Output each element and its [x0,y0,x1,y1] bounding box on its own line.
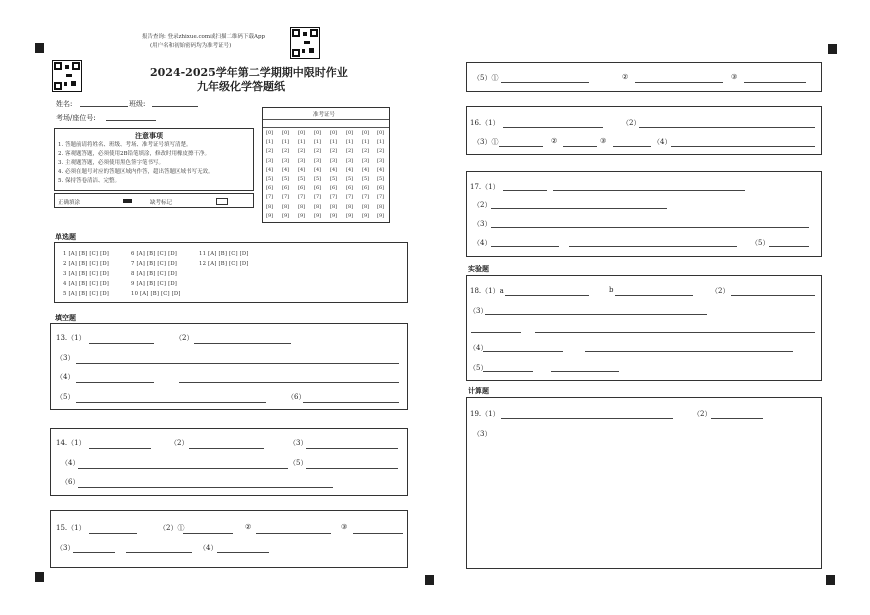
name-field[interactable] [80,106,128,107]
part-label: （2） [622,119,641,127]
answer-blank[interactable] [711,418,763,419]
answer-blank[interactable] [503,190,547,191]
answer-blank[interactable] [569,246,737,247]
page-subtitle: 九年级化学答题纸 [197,80,285,93]
mc-question[interactable]: 2 [A] [B] [C] [D] [63,261,110,267]
part-label: （4） [199,544,218,552]
notes-box [54,128,254,191]
q19-work-area[interactable] [471,440,817,564]
notes-item: 1. 答题前请将姓名、班级、考场、准考证号填写清楚。 [58,142,192,148]
mc-question[interactable]: 12 [A] [B] [C] [D] [199,261,249,267]
answer-blank[interactable] [613,146,651,147]
part-label: （5） [56,393,75,401]
mc-question[interactable]: 7 [A] [B] [C] [D] [131,261,178,267]
part-label: （2） [170,439,189,447]
part-label: ③ [341,523,348,531]
part-label: ② [551,137,558,145]
q19-label: 19.（1） [470,410,500,418]
q17-box [466,171,822,257]
part-label: （2） [693,410,712,418]
answer-blank[interactable] [731,295,815,296]
page-title: 2024-2025学年第二学期期中限时作业 [150,66,348,79]
class-field[interactable] [152,106,198,107]
part-label: （3） [56,354,75,362]
answer-blank[interactable] [503,127,603,128]
answer-blank[interactable] [89,533,137,534]
answer-blank[interactable] [353,533,403,534]
fill-heading: 填空题 [55,313,76,322]
alignment-mark [826,575,835,585]
q18-label: 18.（1）a [470,287,504,295]
report-notice-sub: (用户名和初始密码均为准考证号) [150,43,232,49]
q14-box [50,428,408,496]
answer-blank[interactable] [306,468,398,469]
answer-blank[interactable] [585,351,793,352]
answer-blank[interactable] [194,343,291,344]
answer-blank[interactable] [563,146,597,147]
part-label: （5） [289,459,308,467]
class-label: 班级: [129,100,146,108]
q16-box [466,106,822,155]
part-label: （3） [56,544,75,552]
q17-label: 17.（1） [470,183,500,191]
mc-heading: 单选题 [55,232,76,241]
part-label: （4） [473,239,492,247]
answer-blank[interactable] [217,552,269,553]
answer-blank[interactable] [491,227,809,228]
answer-blank[interactable] [483,371,533,372]
answer-blank[interactable] [491,208,667,209]
answer-blank[interactable] [769,246,809,247]
q13-box [50,323,408,410]
answer-blank[interactable] [76,402,266,403]
part-label: （6） [61,478,80,486]
mc-question[interactable]: 5 [A] [B] [C] [D] [63,291,110,297]
exam-id-column[interactable]: [0] [1] [2] [3] [4] [5] [6] [7] [8] [9] [362,130,370,219]
part-label: （3） [289,439,308,447]
part-label: （2）① [159,524,185,532]
answer-blank[interactable] [505,295,589,296]
alignment-mark [828,44,837,54]
answer-blank[interactable] [76,382,154,383]
alignment-mark [35,43,44,53]
mc-question[interactable]: 1 [A] [B] [C] [D] [63,251,110,257]
exam-id-column[interactable]: [0] [1] [2] [3] [4] [5] [6] [7] [8] [9] [282,130,290,219]
notes-item: 2. 客观题答题，必须使用2B铅笔填涂，修改时用橡皮擦干净。 [58,151,211,157]
part-label: （5）① [473,74,499,82]
exam-id-column[interactable]: [0] [1] [2] [3] [4] [5] [6] [7] [8] [9] [346,130,354,219]
part-label: （4） [469,344,488,352]
part-label: （3） [473,430,492,438]
answer-blank[interactable] [78,487,333,488]
q15-continued-box [466,62,822,92]
answer-blank[interactable] [303,402,399,403]
part-label: （3） [473,220,492,228]
answer-blank[interactable] [499,146,543,147]
mc-question[interactable]: 10 [A] [B] [C] [D] [131,291,181,297]
exam-id-column[interactable]: [0] [1] [2] [3] [4] [5] [6] [7] [8] [9] [330,130,338,219]
answer-blank[interactable] [179,382,399,383]
q15-label: 15.（1） [56,524,86,532]
name-label: 姓名: [56,100,73,108]
answer-blank[interactable] [551,371,619,372]
mc-section [54,242,408,303]
answer-blank[interactable] [306,448,398,449]
q14-label: 14.（1） [56,439,86,447]
part-label: （6） [287,393,306,401]
answer-blank[interactable] [189,448,264,449]
mc-question[interactable]: 11 [A] [B] [C] [D] [199,251,249,257]
part-label: （3）① [473,138,499,146]
fill-correct-label: 正确填涂 [58,200,81,206]
part-label: ② [245,523,252,531]
part-label: （4） [56,373,75,381]
mc-question[interactable]: 4 [A] [B] [C] [D] [63,281,110,287]
answer-blank[interactable] [483,351,563,352]
part-label: ③ [600,137,607,145]
absent-checkbox[interactable] [216,198,228,205]
answer-blank[interactable] [615,295,693,296]
answer-blank[interactable] [73,552,115,553]
part-label: ③ [731,73,738,81]
answer-blank[interactable] [76,363,399,364]
answer-blank[interactable] [78,468,288,469]
qr-code-icon [290,27,320,59]
mc-question[interactable]: 9 [A] [B] [C] [D] [131,281,178,287]
filled-bubble-icon [123,199,132,203]
answer-blank[interactable] [89,448,151,449]
absent-mark-label: 缺考标记 [150,200,173,206]
alignment-mark [425,575,434,585]
mc-question[interactable]: 3 [A] [B] [C] [D] [63,271,110,277]
part-label: （5） [751,239,770,247]
exam-id-column[interactable]: [0] [1] [2] [3] [4] [5] [6] [7] [8] [9] [266,130,274,219]
part-label: （2） [473,201,492,209]
answer-blank[interactable] [183,533,233,534]
part-label: （4） [61,459,80,467]
answer-blank[interactable] [671,146,815,147]
room-field[interactable] [106,120,156,121]
exam-id-column[interactable]: [0] [1] [2] [3] [4] [5] [6] [7] [8] [9] [377,130,385,219]
alignment-mark [35,572,44,582]
answer-blank[interactable] [744,82,806,83]
part-label: （3） [469,307,488,315]
notes-title: 注意事项 [135,131,163,140]
q19-box [466,397,822,569]
answer-blank[interactable] [491,246,559,247]
fill-example-box [54,193,254,208]
exam-id-column[interactable]: [0] [1] [2] [3] [4] [5] [6] [7] [8] [9] [314,130,322,219]
mc-question[interactable]: 6 [A] [B] [C] [D] [131,251,178,257]
part-label: b [609,286,614,294]
answer-blank[interactable] [635,82,723,83]
exam-id-title: 准考证号 [313,112,336,118]
calculation-heading: 计算题 [468,386,489,395]
qr-code-icon [52,60,82,92]
answer-blank[interactable] [501,418,673,419]
report-notice: 报告查询: 登录zhixue.com或扫描二维码下载App [142,34,266,40]
q18-box [466,275,822,381]
part-label: （5） [469,364,488,372]
notes-item: 4. 必须在题号对应的答题区域内作答，超出答题区域书写无效。 [58,169,214,175]
room-label: 考场/座位号: [56,114,96,122]
part-label: （2） [175,334,194,342]
exam-id-column[interactable]: [0] [1] [2] [3] [4] [5] [6] [7] [8] [9] [298,130,306,219]
part-label: ② [622,73,629,81]
experiment-heading: 实验题 [468,264,489,273]
part-label: （4） [653,138,672,146]
answer-blank[interactable] [535,332,815,333]
part-label: （2） [711,287,730,295]
answer-blank[interactable] [553,190,745,191]
answer-blank[interactable] [89,343,154,344]
q15-box [50,510,408,568]
answer-blank[interactable] [471,332,521,333]
answer-blank[interactable] [485,314,707,315]
q13-label: 13.（1） [56,334,86,342]
notes-item: 3. 主观题答题，必须使用黑色签字笔书写。 [58,160,164,166]
answer-blank[interactable] [501,82,589,83]
exam-id-grid [262,107,390,223]
answer-blank[interactable] [639,127,815,128]
q16-label: 16.（1） [470,119,500,127]
answer-blank[interactable] [126,552,192,553]
notes-item: 5. 保持答卷清洁、完整。 [58,178,120,184]
answer-blank[interactable] [256,533,331,534]
mc-question[interactable]: 8 [A] [B] [C] [D] [131,271,178,277]
